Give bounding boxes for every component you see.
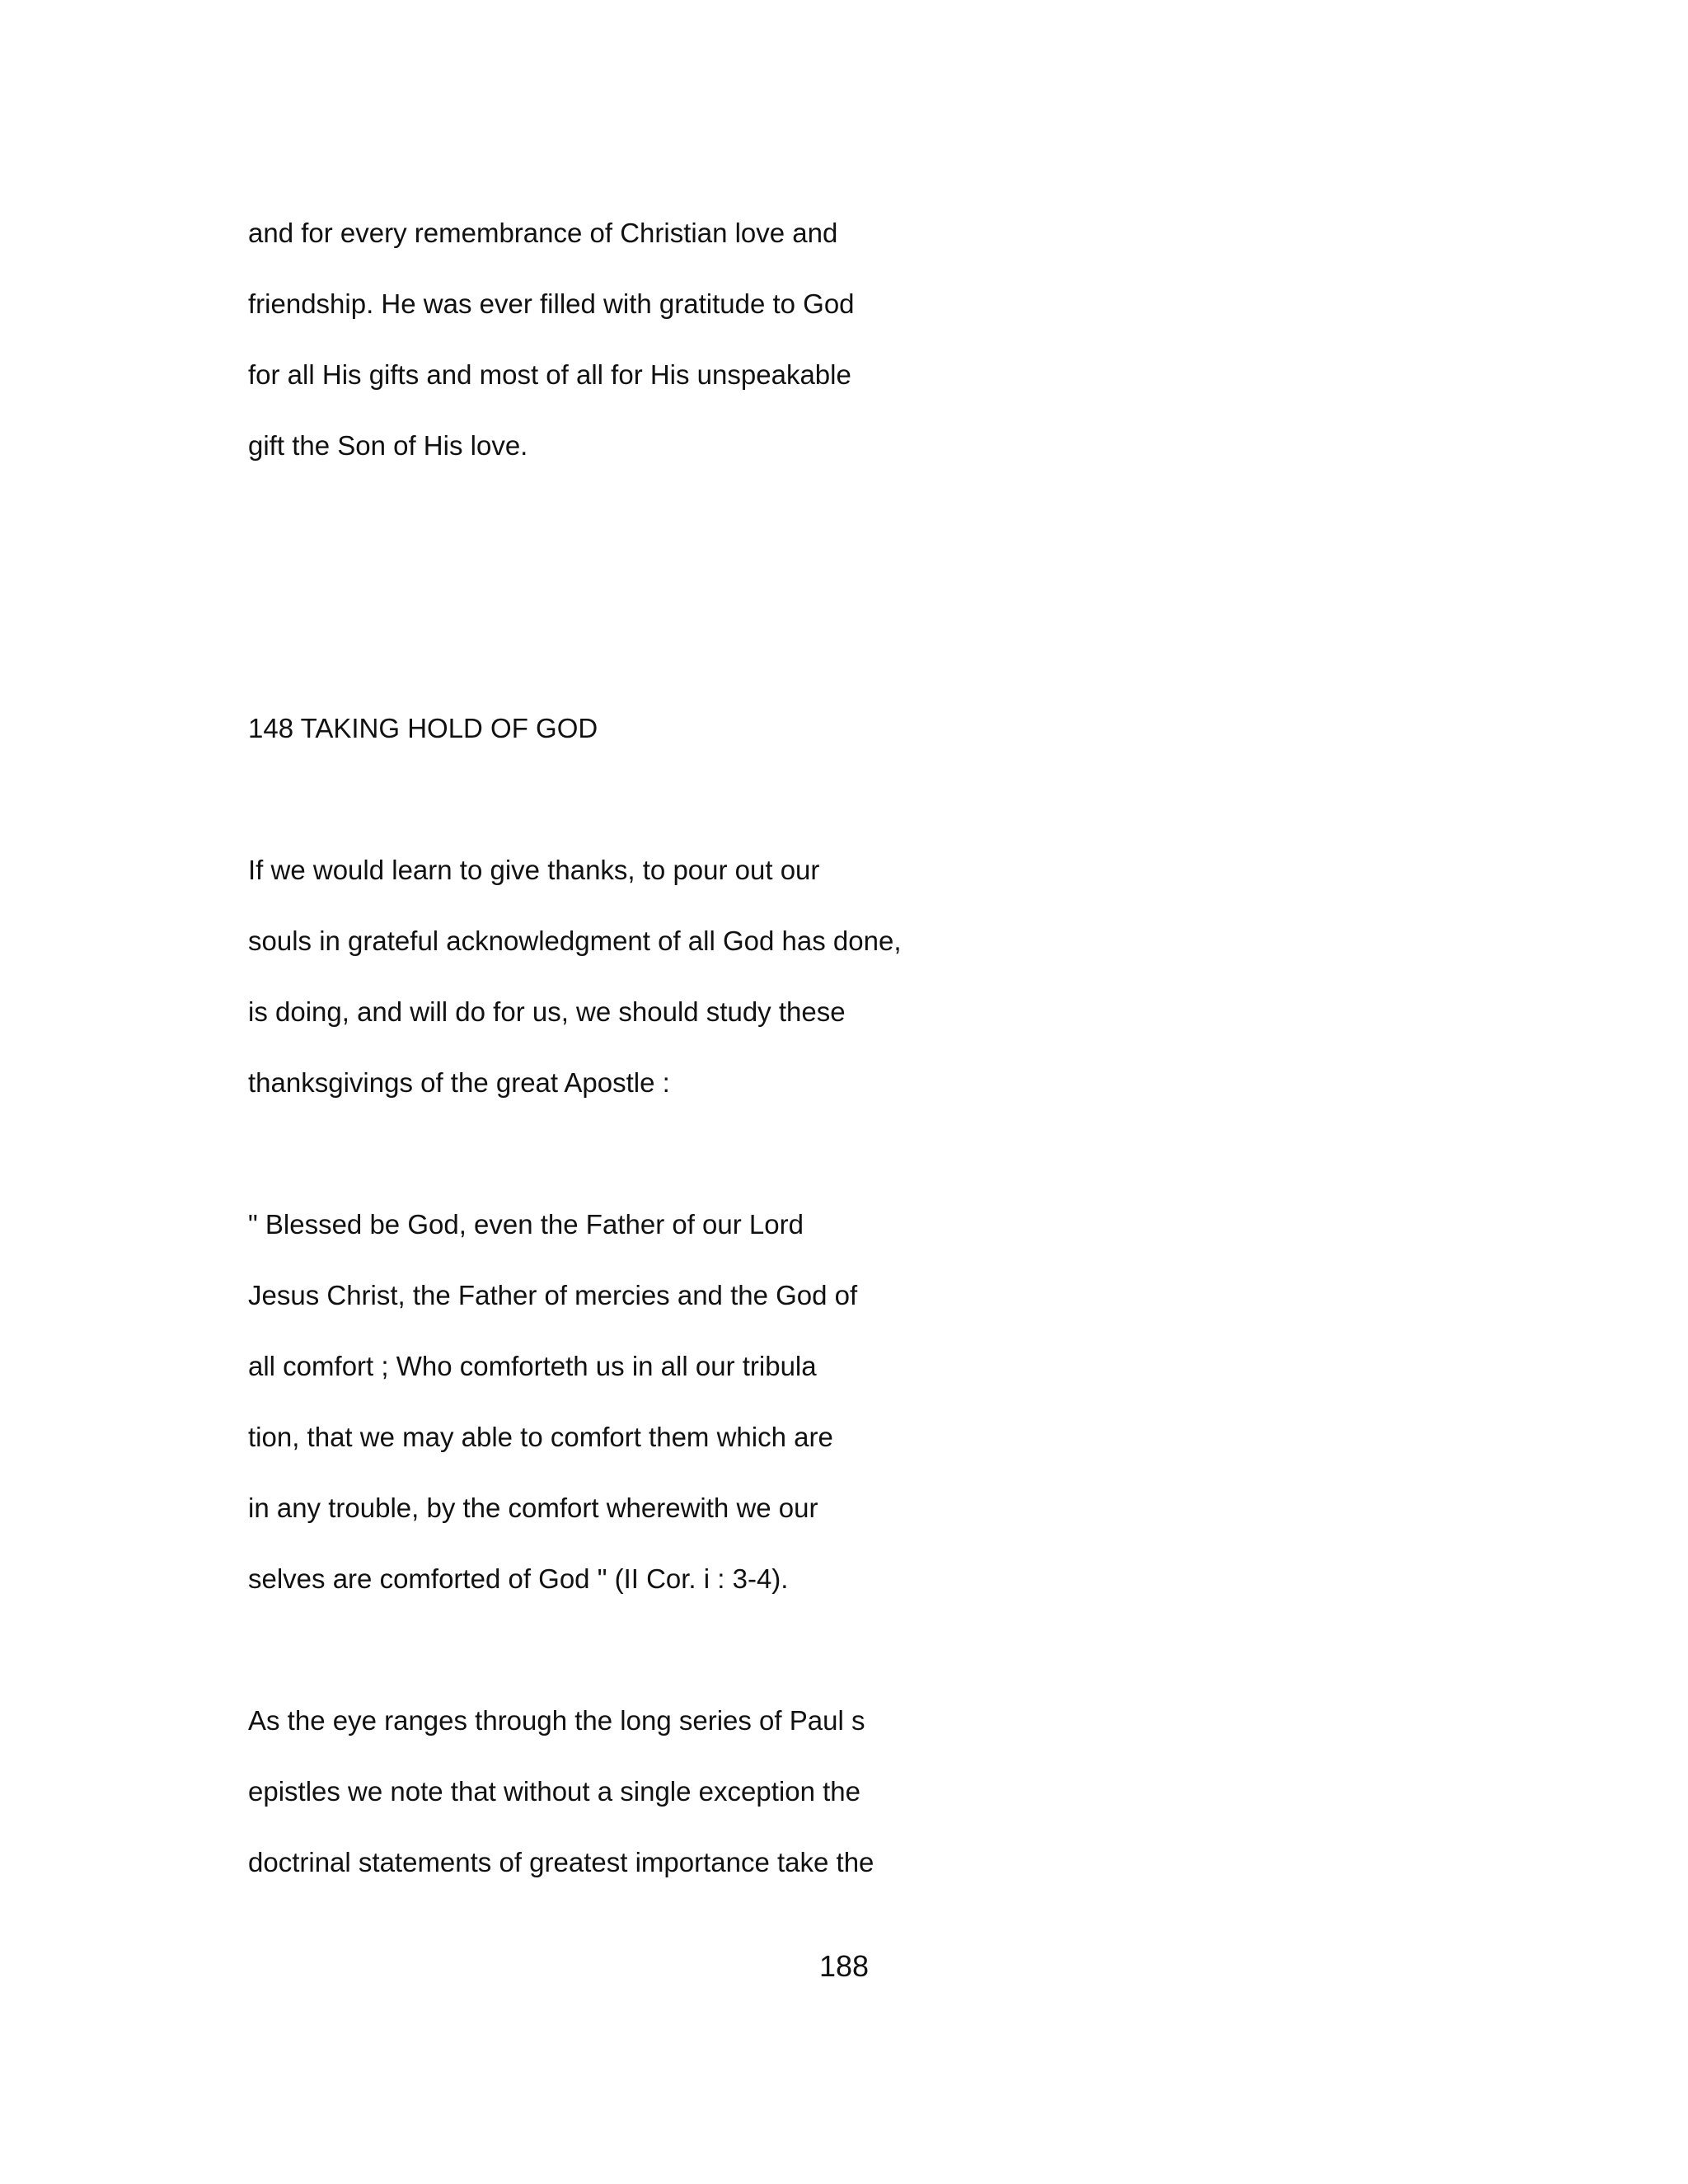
paragraph <box>248 1685 1320 1898</box>
text-line: Jesus Christ, the Father of mercies and the God of <box>248 1280 858 1310</box>
text-line: for all His gifts and most of all for His unspeakable <box>248 359 851 390</box>
text-line: souls in grateful acknowledgment of all God has done, <box>248 926 902 956</box>
text-line: doctrinal statements of greatest importance take the <box>248 1847 874 1877</box>
paragraph-spacer <box>248 1118 1320 1189</box>
text-line: in any trouble, by the comfort wherewith we our <box>248 1493 818 1523</box>
running-header: 148 TAKING HOLD OF GOD <box>248 713 598 743</box>
text-column <box>248 198 1320 1898</box>
paragraph <box>248 198 1320 481</box>
text-line: As the eye ranges through the long series of Paul s <box>248 1705 865 1736</box>
text-line: epistles we note that without a single exception the <box>248 1776 860 1807</box>
text-line: selves are comforted of God " (II Cor. i : 3-4). <box>248 1563 789 1594</box>
paragraph-spacer <box>248 1615 1320 1685</box>
text-line: " Blessed be God, even the Father of our Lord <box>248 1209 804 1240</box>
paragraph-spacer <box>248 764 1320 835</box>
text-line: gift the Son of His love. <box>248 430 528 461</box>
text-line: If we would learn to give thanks, to pour out our <box>248 855 820 885</box>
text-line: friendship. He was ever filled with gratitude to God <box>248 288 855 319</box>
text-line: tion, that we may able to comfort them which are <box>248 1422 833 1452</box>
text-line: is doing, and will do for us, we should study these <box>248 996 846 1027</box>
page-number: 188 <box>818 1949 870 1983</box>
scripture-quote <box>248 1189 1320 1615</box>
text-line: and for every remembrance of Christian love and <box>248 218 838 248</box>
paragraph <box>248 835 1320 1118</box>
text-line: all comfort ; Who comforteth us in all our tribula <box>248 1351 817 1381</box>
text-line: thanksgivings of the great Apostle : <box>248 1067 670 1098</box>
section-spacer <box>248 481 1320 693</box>
